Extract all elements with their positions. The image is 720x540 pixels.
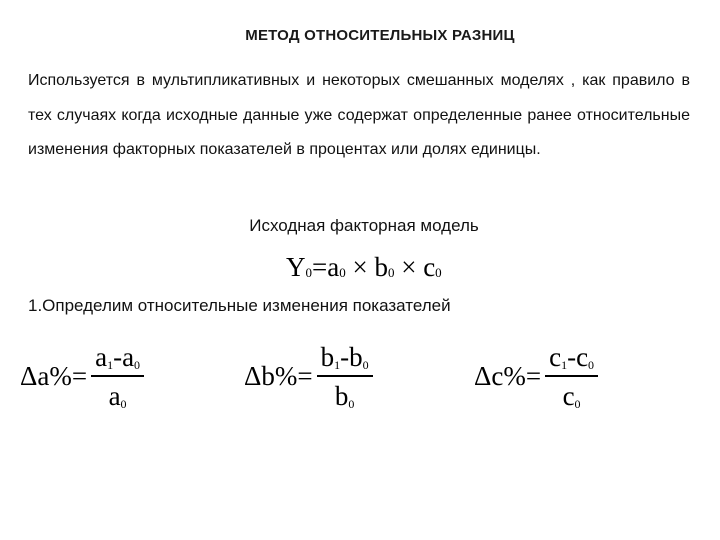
denominator-term: a <box>108 380 121 411</box>
model-b: b <box>374 252 388 282</box>
numerator-term-1: c <box>549 342 562 372</box>
fraction-numerator <box>545 342 598 375</box>
fraction-denominator <box>109 377 127 412</box>
formula-lhs: Δc%= <box>474 361 542 392</box>
model-y-subscript: 0 <box>305 265 312 280</box>
numerator-term-2-subscript: 0 <box>134 358 141 372</box>
denominator-subscript: 0 <box>120 396 127 411</box>
model-a-subscript: 0 <box>339 265 346 280</box>
step-1-text: 1.Определим относительные изменения показателей <box>28 296 451 315</box>
model-times-2: × <box>394 252 424 282</box>
numerator-term-2: b <box>349 342 363 372</box>
model-heading: Исходная факторная модель <box>249 216 479 235</box>
formula-delta-c <box>474 342 598 412</box>
fraction <box>317 342 373 412</box>
model-c-subscript: 0 <box>435 265 442 280</box>
description-paragraph: Используется в мультипликативных и некоторых смешанных моделях , как правило в тех случаях когда исходные данные уже содержат определенные ранее относительные изменения факторных показателей в процентах или долях единицы. <box>28 72 690 158</box>
formula-lhs: Δb%= <box>244 361 313 392</box>
numerator-term-2: c <box>576 342 589 372</box>
denominator-term: b <box>334 380 349 411</box>
fraction-denominator <box>563 377 581 412</box>
model-a: a <box>327 252 340 282</box>
model-c: c <box>423 252 436 282</box>
numerator-term-1-subscript: 1 <box>334 358 341 372</box>
fraction <box>91 342 144 412</box>
denominator-subscript: 0 <box>574 396 581 411</box>
fraction-numerator <box>91 342 144 375</box>
model-times-1: × <box>345 252 375 282</box>
fraction <box>545 342 598 412</box>
numerator-term-2-subscript: 0 <box>588 358 595 372</box>
model-b-subscript: 0 <box>387 265 395 280</box>
factor-model-formula <box>286 252 442 283</box>
minus-sign: - <box>340 342 350 372</box>
numerator-term-2: a <box>122 342 135 372</box>
numerator-term-1-subscript: 1 <box>561 358 568 372</box>
minus-sign: - <box>113 342 123 372</box>
minus-sign: - <box>567 342 577 372</box>
fraction-numerator <box>317 342 373 375</box>
numerator-term-1-subscript: 1 <box>107 358 114 372</box>
numerator-term-1: a <box>95 342 108 372</box>
formula-delta-b <box>244 342 373 412</box>
model-y: Y <box>286 252 306 282</box>
numerator-term-2-subscript: 0 <box>362 358 369 372</box>
page-title: МЕТОД ОТНОСИТЕЛЬНЫХ РАЗНИЦ <box>245 27 515 44</box>
fraction-denominator <box>335 377 355 412</box>
denominator-subscript: 0 <box>348 396 355 411</box>
formula-delta-a <box>20 342 144 412</box>
formula-lhs: Δa%= <box>20 361 88 392</box>
denominator-term: c <box>562 380 575 411</box>
model-equals: = <box>312 252 328 282</box>
numerator-term-1: b <box>320 342 335 372</box>
